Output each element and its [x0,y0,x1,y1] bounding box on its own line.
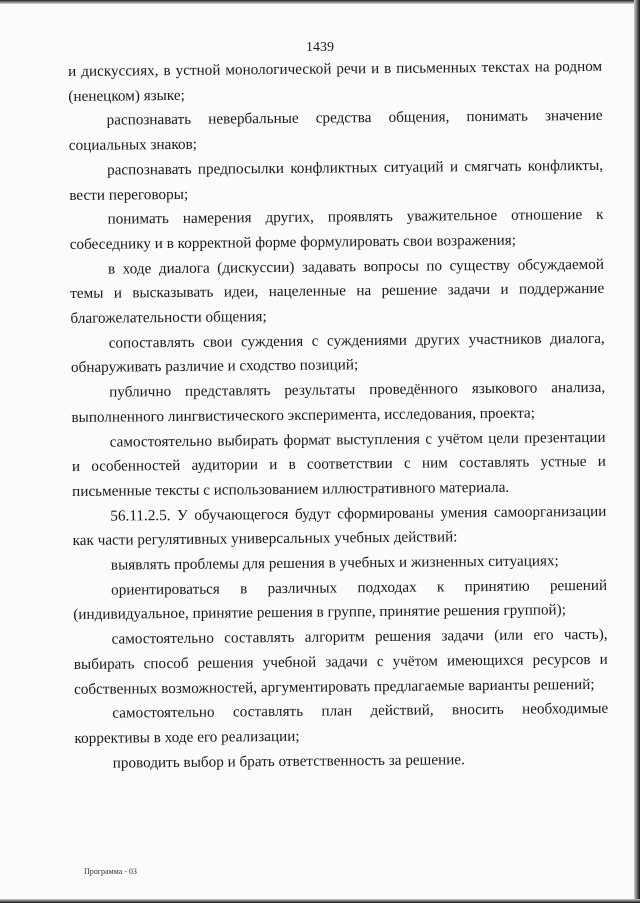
paragraph: выявлять проблемы для решения в учебных и жизненных ситуациях; [110,552,559,574]
paragraph: понимать намерения других, проявлять уважительное отношение к собеседнику и в корректной форме формулировать свои возражения; [69,206,604,253]
paragraph: ориентироваться в различных подходах к принятию решений (индивидуальное, принятие решения в группе, принятие решения группой); [73,576,608,624]
paragraph: самостоятельно составлять план действий, вносить необходимые коррективы в ходе его реализации; [74,700,609,747]
scan-edge-top [0,0,640,4]
paragraph: 56.11.2.5. У обучающегося будут сформированы умения самоорганизации как части регулятивных универсальных учебных действий: [72,502,607,550]
paragraph: проводить выбор и брать ответственность за решение. [112,750,465,772]
paragraph: сопоставлять свои суждения с суждениями других участников диалога, обнаруживать различие и сходство позиций; [70,329,605,377]
paragraph: распознавать предпосылки конфликтных ситуаций и смягчать конфликты, вести переговоры; [69,156,604,204]
paragraph: в ходе диалога (дискуссии) задавать вопросы по существу обсуждаемой темы и высказывать идеи, нацеленные на решение задачи и поддержание благожелательности общения; [70,255,605,328]
footer-label: Программа - 03 [84,867,137,876]
paragraph: распознавать невербальные средства общения, понимать значение социальных знаков; [68,107,603,155]
paragraph: самостоятельно выбирать формат выступления с учётом цели презентации и особенностей аудитории и в соответствии с ним составлять устные и письменные тексты с использованием иллюстративного материала. [71,428,606,500]
paragraph: самостоятельно составлять алгоритм решения задачи (или его часть), выбирать способ решения учебной задачи с учётом имеющихся ресурсов и собственных возможностей, аргументировать предлагаемые варианты решений; [73,626,608,698]
page-number: 1439 [306,40,334,55]
body-text [68,55,609,776]
scan-edge-bottom [0,899,640,903]
paragraph: и дискуссиях, в устной монологической речи и в письменных текстах на родном (ненецком) языке; [68,57,603,105]
scan-edge-right [634,0,640,903]
paragraph: публично представлять результаты проведённого языкового анализа, выполненного лингвистического эксперимента, исследования, проекта; [71,378,606,426]
